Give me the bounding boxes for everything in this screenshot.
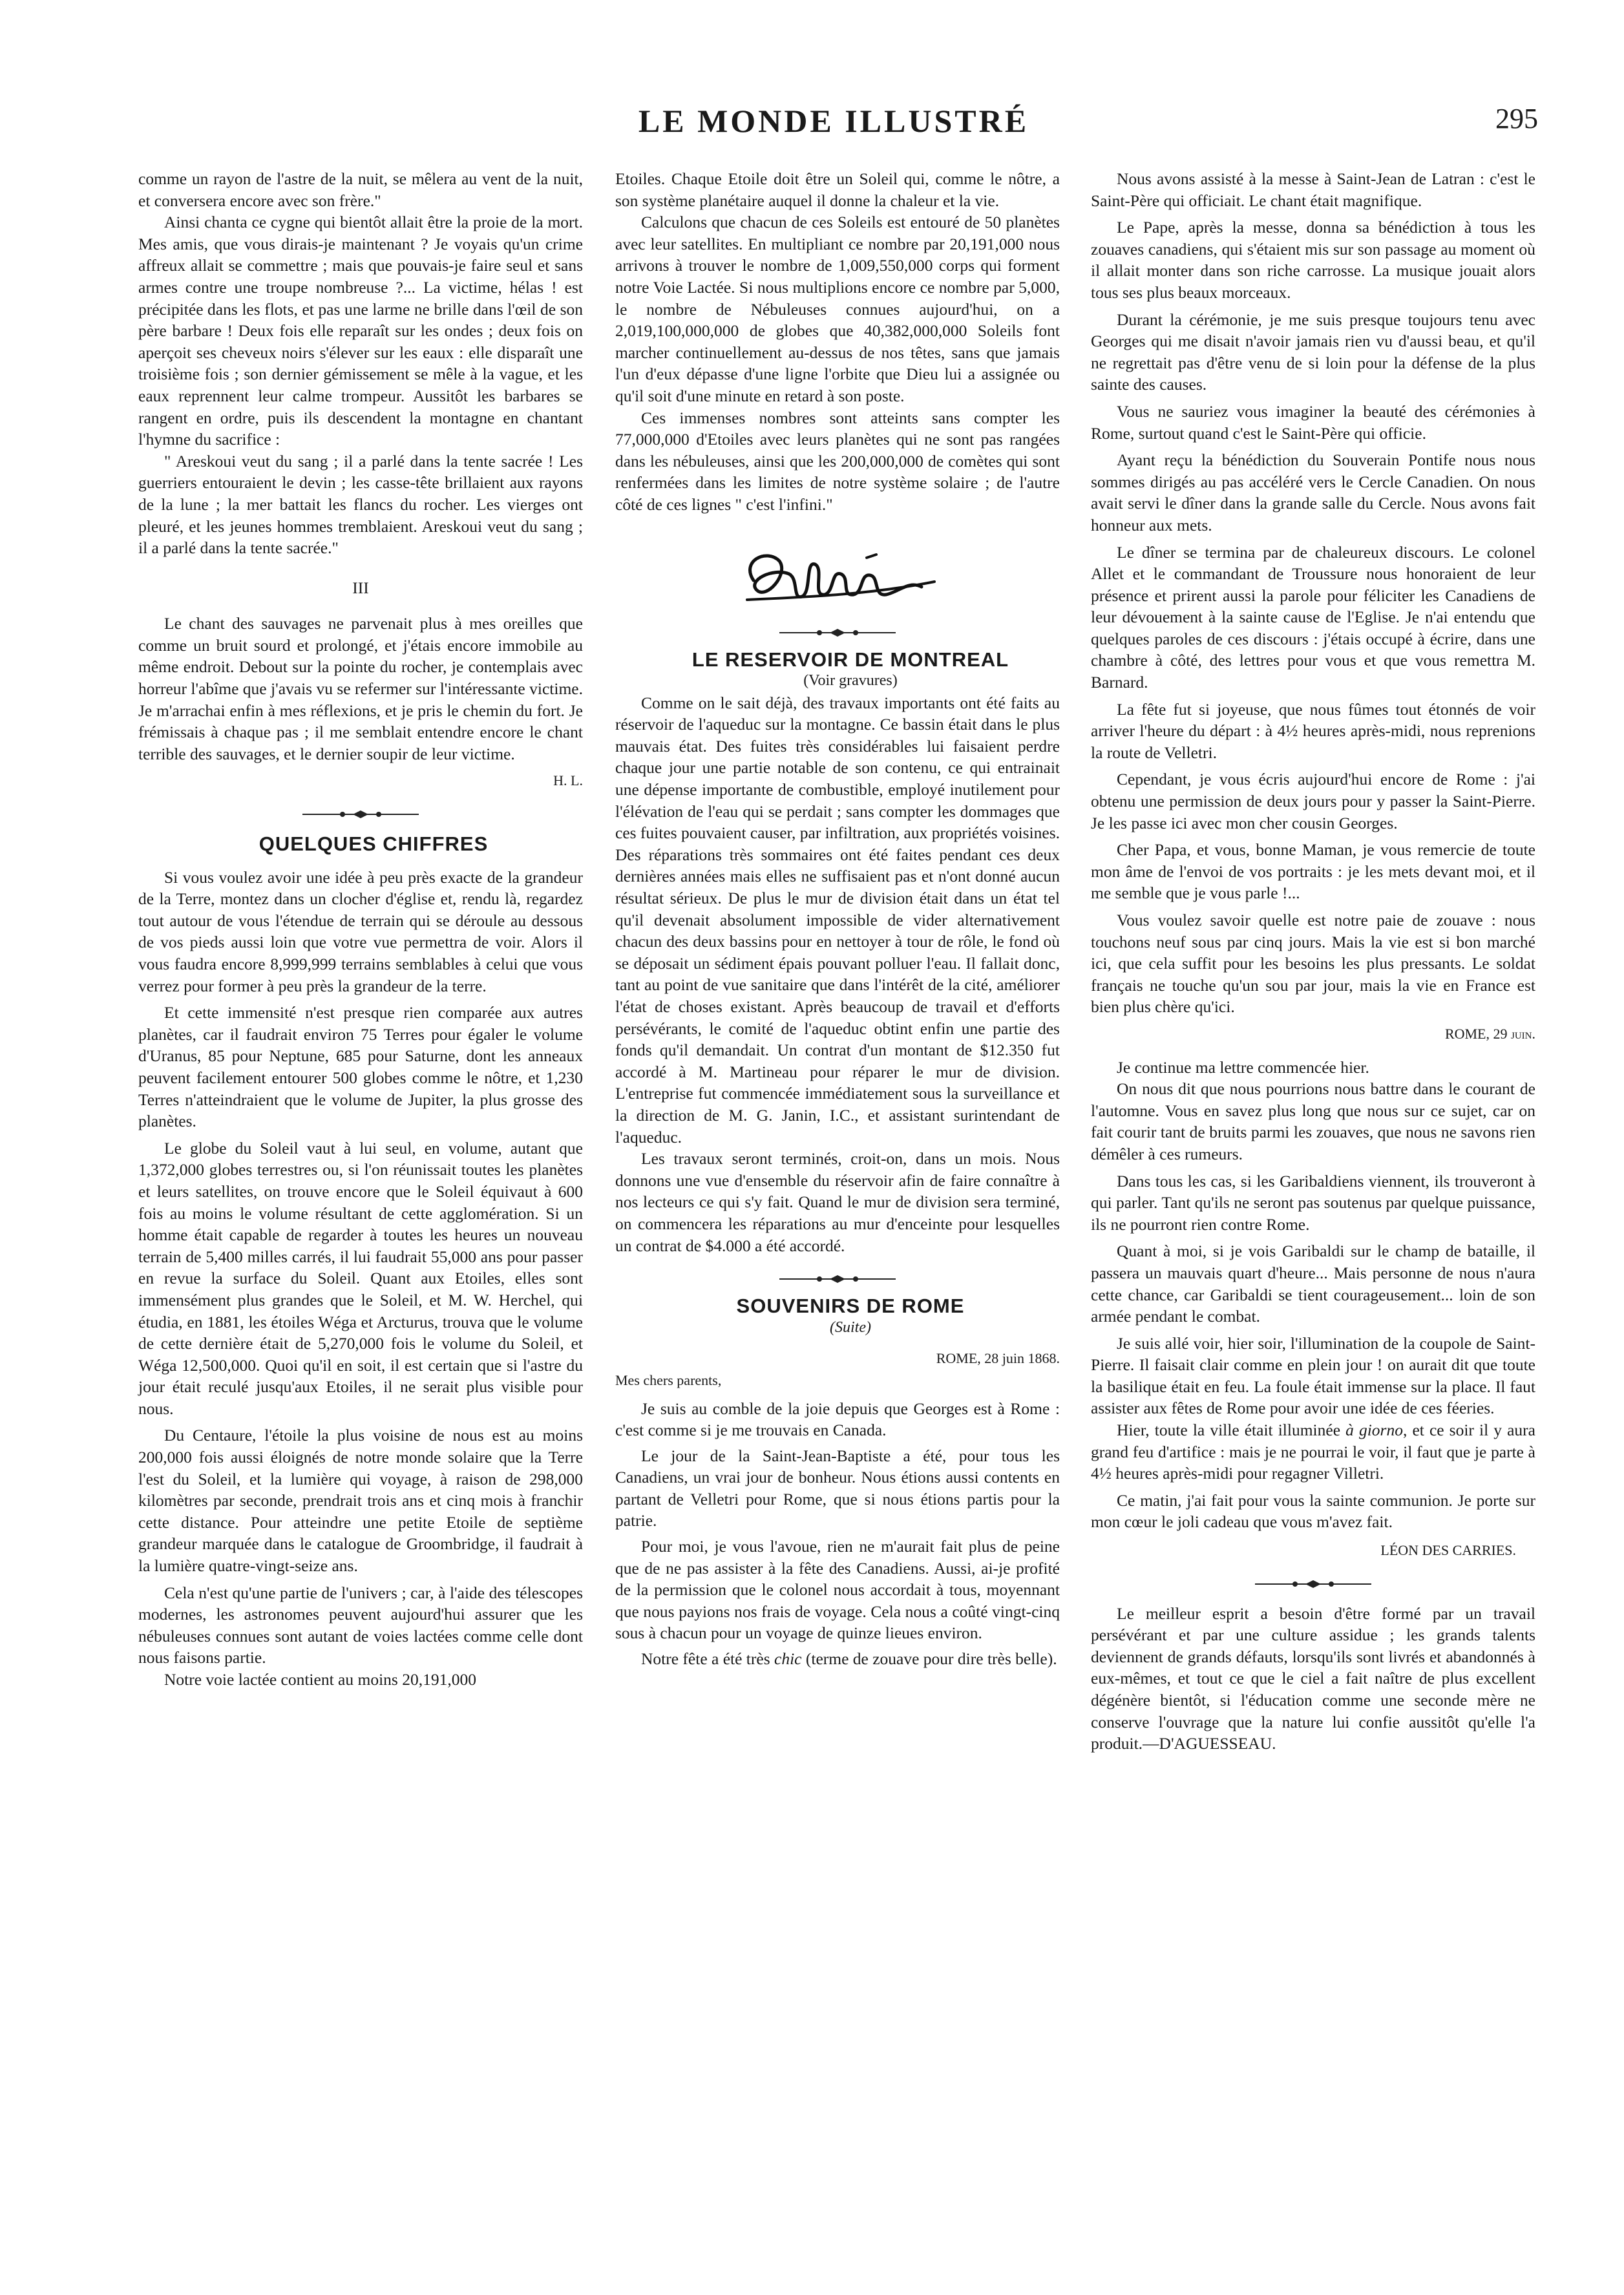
italic-text: à giorno <box>1345 1421 1403 1440</box>
paragraph: Le meilleur esprit a besoin d'être formé par un travail persévérant et par une culture assidue ; les grands talents deviennent de grands défauts, lorsqu'ils sont livrés et abandonnés à eux-mêmes, et tout ce que le ciel a fait naître de plus excellent dégénère bientôt, si l'éducation comme une seconde mère ne conserve l'ouvrage que la nature lui confie aussitôt qu'elle l'a produit.—D'AGUESSEAU. <box>1091 1603 1535 1753</box>
paragraph: Cher Papa, et vous, bonne Maman, je vous remercie de toute mon âme de l'envoi de vos portraits : je les mets devant moi, et il me semble que je vous parle !... <box>1091 840 1535 903</box>
article-heading: LE RESERVOIR DE MONTREAL <box>691 648 1009 671</box>
text-run: Notre fête a été très <box>641 1649 775 1669</box>
masthead <box>129 102 1538 147</box>
paragraph: Le dîner se termina par de chaleureux discours. Le colonel Allet et le commandant de Troussure nous honoraient de leur présence et prirent aussi la parole pour féliciter les Canadiens de leur dévouement à la sainte cause de l'Eglise. Je n'ai entendu que quelques paroles de ces discours : j'étais occupé à écrire, dans une chambre à côté, des lettres pour vous et que vous remettra M. Barnard. <box>1091 542 1535 692</box>
paragraph: Le jour de la Saint-Jean-Baptiste a été, pour tous les Canadiens, un vrai jour de bonheur. Nous étions aussi contents en partant de Velletri pour Rome, que si nous étions partis pour la patrie. <box>615 1446 1060 1530</box>
paragraph: Comme on le sait déjà, des travaux importants ont été faits au réservoir de l'aqueduc sur la montagne. Ce bassin était dans le plus mauvais état. Des fuites très considérables lui faisaient perdre chaque jour une partie notable de son contenu, ce qui entrainait une dépense importante de combustible, employé inutilement pour l'élévation de l'eau qui se perdait ; sans compter les dommages que ces fuites pouvaient causer, par infiltration, aux propriétés voisines. Des réparations très sommaires ont été faites pendant ces deux dernières années mais elles ne suffisaient pas et n'ont donné aucun résultat sérieux. De plus le mur de division était dans un état tel qu'il devenait absolument impossible de vider alternativement chacun des deux bassins pour en nettoyer à tour de rôle, le fond où se déposait un sédiment épais pouvant polluer l'eau. Il fallait donc, tant au point de vue sanitaire que dans l'intérêt de la cité, améliorer l'état de choses existant. Après beaucoup de travail et d'efforts persévérants, le comité de l'aqueduc obtint enfin une partie des fonds qu'il demandait. Un contrat d'un montant de $12.350 fut accordé à M. Martineau pour réparer le mur de division. L'entreprise fut commencée immédiatement sous la surveillance et la direction de M. G. Janin, I.C., et assistant surintendant de l'aqueduc. <box>615 693 1060 1147</box>
paragraph: Si vous voulez avoir une idée à peu près exacte de la grandeur de la Terre, montez dans un clocher d'église et, rendu là, regardez tout autour de vous l'étendue de terrain qui se déroule au dessous de vos pieds aussi loin que votre vue permettra de voir. Alors il vous faudra encore 8,999,999 terrains semblables à celui que vous verrez pour former à peu près la grandeur de la terre. <box>138 867 583 995</box>
paragraph <box>615 1648 1060 1670</box>
article-heading: SOUVENIRS DE ROME <box>736 1295 965 1318</box>
column-3 <box>1091 168 1535 1755</box>
paragraph: La fête fut si joyeuse, que nous fûmes tout étonnés de voir arriver l'heure du départ : à 4½ heures après-midi, nous reprenions la route de Velletri. <box>1091 699 1535 762</box>
ornament-divider-icon <box>296 810 425 819</box>
article-subheading: (Voir gravures) <box>803 672 898 690</box>
text-run: (terme de zouave pour dire très belle). <box>801 1649 1057 1669</box>
text-run: , et ce soir il y aura grand feu d'artifice : mais je ne pourrai le voir, il faut que je parte à 4½ heures après-midi pour regagner Villetri. <box>1091 1421 1535 1483</box>
paragraph: Je suis allé voir, hier soir, l'illumination de la coupole de Saint-Pierre. Il faisait clair comme en plein jour ! on aurait dit que toute la basilique était en feu. La foule était immense sur la place. Il faut assister aux fêtes de Rome pour avoir une idée de ces féeries. <box>1091 1333 1535 1418</box>
dateline: ROME, 28 juin 1868. <box>936 1350 1060 1367</box>
handwritten-signature <box>728 535 947 619</box>
article-subheading: (Suite) <box>830 1318 871 1336</box>
paragraph: Nous avons assisté à la messe à Saint-Jean de Latran : c'est le Saint-Père qui officiait. Le chant était magnifique. <box>1091 169 1535 210</box>
text-run: Hier, toute la ville était illuminée <box>1117 1421 1346 1440</box>
dateline: ROME, 29 juin. <box>1444 1025 1535 1042</box>
paragraph: Pour moi, je vous l'avoue, rien ne m'aurait fait plus de peine que de ne pas assister à la fête des Canadiens. Aussi, ai-je profité de la permission que le colonel nous accordait à tous, moyennant que nous payions nos frais de voyage. Cela nous a coûté vingt-cinq sous à chacun pour un voyage de quinze lieues environ. <box>615 1537 1060 1643</box>
paragraph: Cependant, je vous écris aujourd'hui encore de Rome : j'ai obtenu une permission de deux jours pour y passer la Saint-Pierre. Je les passe ici avec mon cher cousin Georges. <box>1091 770 1535 832</box>
publication-title: LE MONDE ILLUSTRÉ <box>638 103 1029 139</box>
article-heading: QUELQUES CHIFFRES <box>258 832 489 856</box>
paragraph: " Areskoui veut du sang ; il a parlé dans la tente sacrée ! Les guerriers entouraient le devin ; les casse-tête brillaient aux rayons de la lune ; la mer battait les flancs du rocher. Les vierges ont pleuré, et les jeunes hommes tremblaient. Areskoui veut du sang ; il a parlé dans la tente sacrée." <box>138 451 583 558</box>
paragraph: Vous ne sauriez vous imaginer la beauté des cérémonies à Rome, surtout quand c'est le Saint-Père qui officie. <box>1091 401 1535 443</box>
paragraph: Ainsi chanta ce cygne qui bientôt allait être la proie de la mort. Mes amis, que vous dirais-je maintenant ? Je voyais qu'un crime affreux allait se commettre ; mais que pouvais-je faire seul et sans armes contre une troupe nombreuse ?... La victime, hélas ! est précipitée dans les flots, et pas une larme ne brille dans l'œil de son père barbare ! Deux fois elle reparaît sur les ondes ; deux fois on aperçoit ses cheveux noirs s'élever sur les eaux : elle disparaît une troisième fois ; son dernier gémissement se mêle à la vague, et les eaux reprennent leur calme trompeur. Aussitôt les barbares se rangent en ordre, puis ils descendent la montagne en chantant l'hymne du sacrifice : <box>138 213 583 449</box>
paragraph: Quant à moi, si je vois Garibaldi sur le champ de bataille, il passera un mauvais quart d'heure... Mais personne de nous n'aura cette chance, car Garibaldi se tient courageusement... loin de son armée pendant le combat. <box>1091 1242 1535 1326</box>
page-number: 295 <box>1495 103 1538 134</box>
paragraph: Cela n'est qu'une partie de l'univers ; car, à l'aide des télescopes modernes, les astronomes peuvent aujourd'hui assurer que les nébuleuses connues sont autant de voies lactées comme celle dont nous faisons partie. <box>138 1583 583 1667</box>
column-1 <box>138 168 583 1691</box>
section-number: III <box>352 578 369 597</box>
paragraph: Du Centaure, l'étoile la plus voisine de nous est au moins 200,000 fois aussi éloignés de notre monde solaire que la Terre l'est du Soleil, et la lumière qui voyage, à raison de 298,000 kilomètres par seconde, prendrait trois ans et cinq mois à franchir cette distance. Pour atteindre une petite Etoile de septième grandeur marquée dans le catalogue de Groombridge, il faudrait à la lumière quatre-vingt-seize ans. <box>138 1426 583 1576</box>
paragraph: Vous voulez savoir quelle est notre paie de zouave : nous touchons neuf sous par cinq jours. Mais la vie est si bon marché ici, que cela suffit pour les besoins les plus pressants. Le soldat français ne touche qu'un sou par jour, mais la vie en France est bien plus chère qu'ici. <box>1091 911 1535 1017</box>
paragraph <box>1091 1419 1535 1485</box>
paragraph: Notre voie lactée contient au moins 20,191,000 <box>164 1670 476 1689</box>
column-2 <box>615 168 1060 1670</box>
author-initials: H. L. <box>553 772 583 789</box>
paragraph: Calculons que chacun de ces Soleils est entouré de 50 planètes avec leur satellites. En multipliant ce nombre par 20,191,000 nous arrivons à trouver le nombre de 1,009,550,000 corps qui forment notre Voie Lactée. Si nous multiplions encore ce nombre par 5,000, le nombre de Nébuleuses connues aujourd'hui, on a 2,019,100,000,000 de globes que 40,382,000,000 Soleils font marcher continuellement au-dessus de nos têtes, sans que jamais l'un d'eux dépasse d'une ligne l'orbite que Dieu lui a assignée ou qu'il soit d'une minute en retard à son poste. <box>615 213 1060 405</box>
paragraph: Dans tous les cas, si les Garibaldiens viennent, ils trouveront à qui parler. Tant qu'ils ne seront pas soutenus par quelque puissance, ils ne pourront rien contre Rome. <box>1091 1171 1535 1234</box>
italic-text: chic <box>774 1649 802 1669</box>
paragraph: comme un rayon de l'astre de la nuit, se mêlera au vent de la nuit, et conversera encore avec son frère." <box>138 169 583 210</box>
paragraph: Durant la cérémonie, je me suis presque toujours tenu avec Georges qui me disait n'avoir jamais rien vu d'aussi beau, et qu'il ne regrettait pas d'être venu de si loin pour la défense de la plus sainte des causes. <box>1091 310 1535 394</box>
paragraph: Les travaux seront terminés, croit-on, dans un mois. Nous donnons une vue d'ensemble du réservoir afin de faire connaître à nos lecteurs ce qui s'y fait. Quand le mur de division sera terminé, on commencera les réparations au mur d'enceinte pour lesquelles un contrat de $4.000 a été accordé. <box>615 1149 1060 1255</box>
paragraph: Ces immenses nombres sont atteints sans compter les 77,000,000 d'Etoiles avec leurs planètes qui ne sont pas rangées dans les nébuleuses, ainsi que les 200,000,000 de comètes qui sont renfermées dans les limites de notre système solaire ; de l'autre côté de ces lignes " c'est l'infini." <box>615 408 1060 514</box>
paragraph: Le chant des sauvages ne parvenait plus à mes oreilles que comme un bruit sourd et prolongé, et j'étais encore immobile au même endroit. Debout sur la pointe du rocher, je contemplais avec horreur l'abîme que j'avais vu se refermer sur l'intéressante victime. Je m'arrachai enfin à mes réflexions, et je pris le chemin du fort. Je frémissais à chaque pas ; il me semblait entendre encore le chant terrible des sauvages, et le dernier soupir de leur victime. <box>138 614 583 763</box>
salutation: Mes chers parents, <box>615 1371 722 1388</box>
ornament-divider-icon <box>773 1274 902 1284</box>
ornament-divider-icon <box>1249 1580 1378 1589</box>
paragraph: On nous dit que nous pourrions nous battre dans le courant de l'automne. Vous en savez plus long que nous sur ce sujet, car on fait courir tant de bruits parmi les zouaves, que nous ne savons rien démêler à ces rumeurs. <box>1091 1079 1535 1163</box>
letter-signature: LÉON DES CARRIES. <box>1380 1542 1516 1559</box>
paragraph: Je suis au comble de la joie depuis que Georges est à Rome : c'est comme si je me trouvais en Canada. <box>615 1399 1060 1440</box>
paragraph: Etoiles. Chaque Etoile doit être un Soleil qui, comme le nôtre, a son système planétaire auquel il donne la chaleur et la vie. <box>615 169 1060 210</box>
paragraph: Je continue ma lettre commencée hier. <box>1117 1057 1369 1077</box>
ornament-divider-icon <box>773 628 902 637</box>
paragraph: Ayant reçu la bénédiction du Souverain Pontife nous nous sommes dirigés au pas accéléré vers le Cercle Canadien. On nous avait servi le dîner dans la grande salle du Cercle. Nous avons fait honneur aux mets. <box>1091 450 1535 534</box>
paragraph: Le Pape, après la messe, donna sa bénédiction à tous les zouaves canadiens, qui s'étaient mis sur son passage au moment où il allait monter dans son riche carrosse. La musique jouait alors tous ses plus beaux morceaux. <box>1091 218 1535 302</box>
paragraph: Ce matin, j'ai fait pour vous la sainte communion. Je porte sur mon cœur le joli cadeau que vous m'avez fait. <box>1091 1490 1535 1532</box>
paragraph: Et cette immensité n'est presque rien comparée aux autres planètes, car il faudrait environ 75 Terres pour égaler le volume d'Uranus, 85 pour Neptune, 685 pour Saturne, dont les anneaux peuvent facilement entourer 500 globes comme le nôtre, et 1,230 Terres n'atteindraient que le volume de Jupiter, la plus grosse des planètes. <box>138 1003 583 1131</box>
paragraph: Le globe du Soleil vaut à lui seul, en volume, autant que 1,372,000 globes terrestres ou, si l'on réunissait toutes les planètes et leurs satellites, on trouve encore que le Soleil équivaut à 600 fois au moins le volume résultant de cette agglomération. Si un homme était capable de regarder à toutes les heures un nouveau terrain de 5,400 milles carrés, il lui faudrait 55,000 ans pour passer en revue la surface du Soleil. Quant aux Etoiles, elles sont immensément plus grandes que le Soleil, et M. W. Herchel, qui étudia, en 1881, les étoiles Wéga et Arcturus, trouva que le volume de cette dernière était de 5,270,000 fois le volume du Soleil, et Wéga 12,500,000. Quoi qu'il en soit, il est certain que si l'astre du jour était reculé jusqu'aux Etoiles, il ne serait plus visible pour nous. <box>138 1138 583 1418</box>
